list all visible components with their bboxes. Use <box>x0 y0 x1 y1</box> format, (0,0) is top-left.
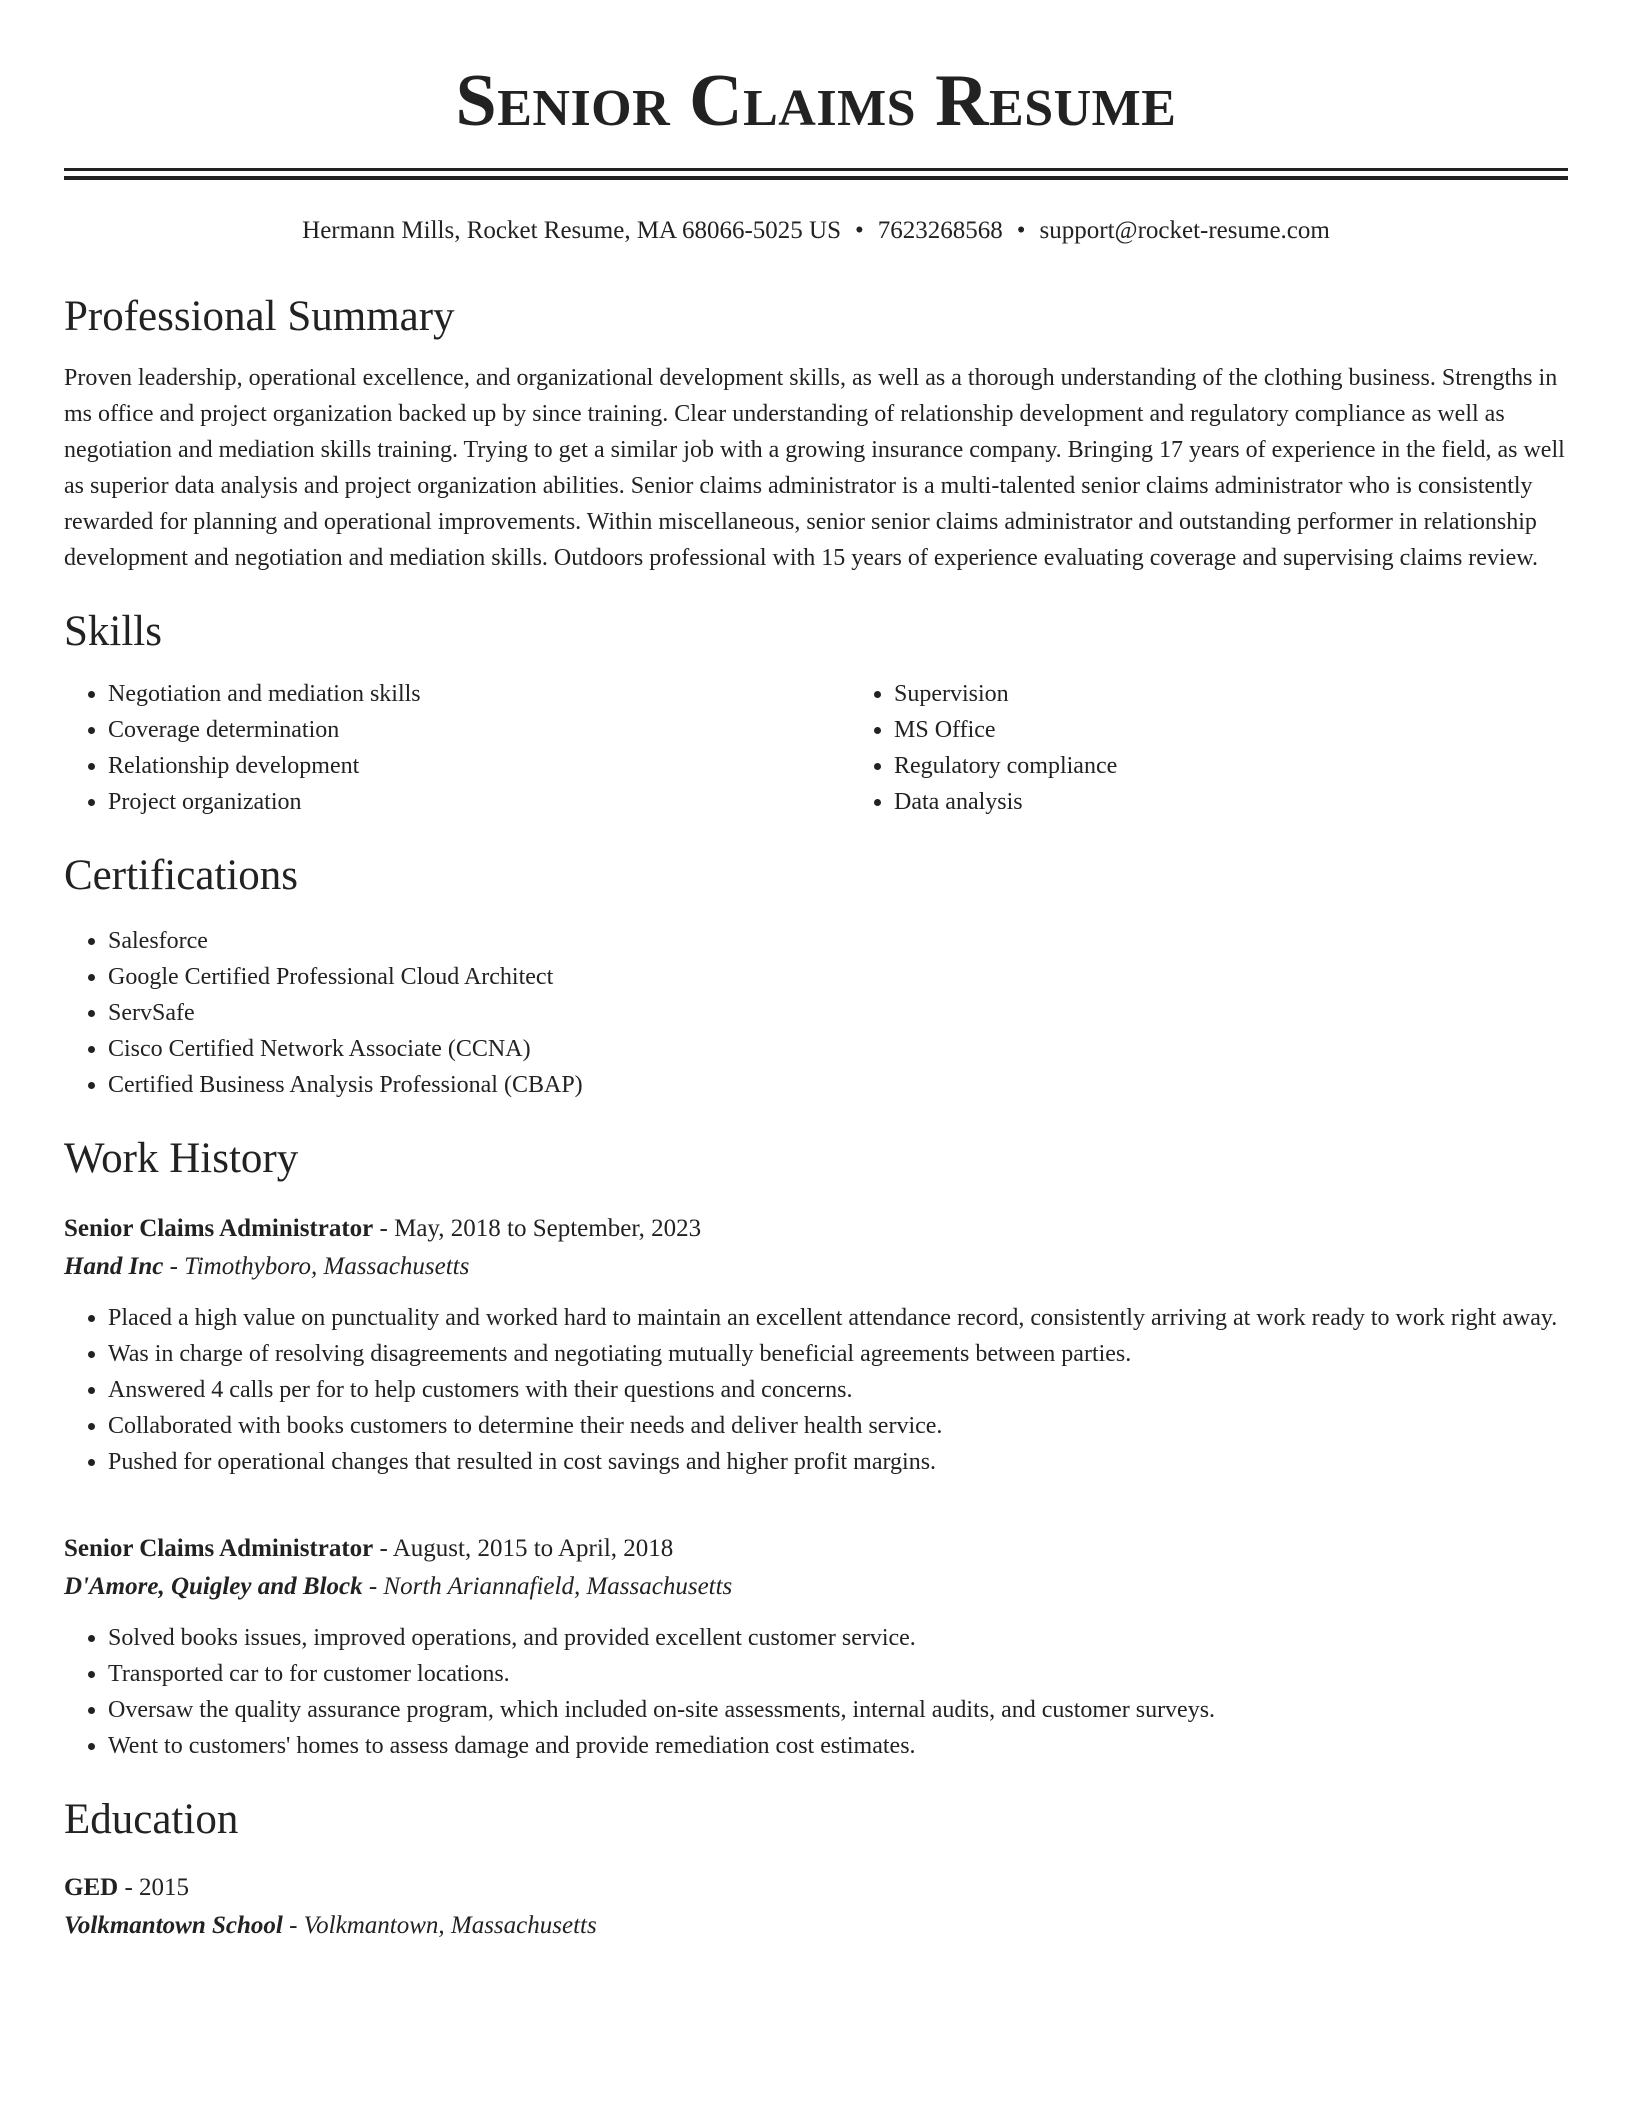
title-divider <box>64 168 1568 180</box>
employer-name: D'Amore, Quigley and Block <box>64 1573 363 1601</box>
contact-separator: • <box>855 217 864 244</box>
skill-item: • Regulatory compliance <box>894 748 1568 784</box>
contact-line <box>64 216 1568 246</box>
job-title-line <box>64 1530 1568 1568</box>
job-duty: • Oversaw the quality assurance program, which included on-site assessments, internal audits, and customer surveys. <box>108 1692 1568 1728</box>
certification-item: • Google Certified Professional Cloud Architect <box>108 959 1568 995</box>
contact-address: Hermann Mills, Rocket Resume, MA 68066-5025 US <box>302 217 842 244</box>
skills-column-1 <box>64 676 850 820</box>
skill-item: • Project organization <box>108 784 850 820</box>
job-title-line <box>64 1210 1568 1248</box>
degree-line <box>64 1869 1568 1907</box>
resume-title: Senior Claims Resume <box>455 60 1177 142</box>
employer-line <box>64 1248 1568 1286</box>
skills-heading: Skills <box>64 608 162 656</box>
employer-location: - North Ariannafield, Massachusetts <box>362 1573 733 1601</box>
job-duty: • Transported car to for customer locations. <box>108 1656 1568 1692</box>
job-duty: • Answered 4 calls per for to help customers with their questions and concerns. <box>108 1372 1568 1408</box>
employer-location: - Timothyboro, Massachusetts <box>163 1253 470 1281</box>
summary-text: Proven leadership, operational excellence, and organizational development skills, as well as a thorough understanding of the clothing business. Strengths in ms office and project organization backed up by since training. Clear understanding of relationship development and regulatory compliance as well as negotiation and mediation skills training. Trying to get a similar job with a growing insurance company. Bringing 17 years of experience in the field, as well as superior data analysis and project organization abilities. Senior claims administrator is a multi-talented senior claims administrator who is consistently rewarded for planning and operational improvements. Within miscellaneous, senior senior claims administrator and outstanding performer in relationship development and negotiation and mediation skills. Outdoors professional with 15 years of experience evaluating coverage and supervising claims review. <box>64 365 1565 572</box>
skills-list <box>64 676 1568 820</box>
skill-item: • Negotiation and mediation skills <box>108 676 850 712</box>
job-dates: - August, 2015 to April, 2018 <box>373 1535 674 1563</box>
school-name: Volkmantown School <box>64 1912 283 1940</box>
employer-line <box>64 1568 1568 1606</box>
job-duty: • Was in charge of resolving disagreements and negotiating mutually beneficial agreements between parties. <box>108 1336 1568 1372</box>
certifications-list <box>64 923 1568 1103</box>
certification-item: • Certified Business Analysis Professional (CBAP) <box>108 1067 1568 1103</box>
certification-item: • Salesforce <box>108 923 1568 959</box>
job-duty: • Placed a high value on punctuality and worked hard to maintain an excellent attendance record, consistently arriving at work ready to work right away. <box>108 1300 1568 1336</box>
job-entry <box>64 1210 1568 1480</box>
skill-item: • Relationship development <box>108 748 850 784</box>
job-duty: • Went to customers' homes to assess damage and provide remediation cost estimates. <box>108 1728 1568 1764</box>
job-dates: - May, 2018 to September, 2023 <box>373 1215 702 1243</box>
skill-item: • Data analysis <box>894 784 1568 820</box>
work-history-heading: Work History <box>64 1134 299 1182</box>
contact-email: support@rocket-resume.com <box>1039 217 1330 244</box>
certifications-heading: Certifications <box>64 851 299 899</box>
summary-heading: Professional Summary <box>64 293 455 340</box>
employer-name: Hand Inc <box>64 1253 164 1281</box>
certification-item: • ServSafe <box>108 995 1568 1031</box>
education-entry <box>64 1869 1568 1945</box>
skill-item: • MS Office <box>894 712 1568 748</box>
certification-item: • Cisco Certified Network Associate (CCNA) <box>108 1031 1568 1067</box>
job-duty: • Collaborated with books customers to determine their needs and deliver health service. <box>108 1408 1568 1444</box>
job-entry <box>64 1530 1568 1764</box>
skill-item: • Coverage determination <box>108 712 850 748</box>
job-duties-list <box>64 1300 1568 1480</box>
job-duty: • Solved books issues, improved operations, and provided excellent customer service. <box>108 1620 1568 1656</box>
skill-item: • Supervision <box>894 676 1568 712</box>
contact-separator: • <box>1016 217 1026 244</box>
job-title: Senior Claims Administrator <box>64 1215 374 1243</box>
skills-column-2 <box>850 676 1568 820</box>
job-title: Senior Claims Administrator <box>64 1535 374 1563</box>
job-duties-list <box>64 1620 1568 1764</box>
degree-year: - 2015 <box>118 1874 190 1902</box>
degree-name: GED <box>64 1874 119 1902</box>
school-location: - Volkmantown, Massachusetts <box>282 1912 597 1940</box>
contact-phone: 7623268568 <box>877 217 1003 244</box>
education-heading: Education <box>64 1796 239 1844</box>
job-duty: • Pushed for operational changes that resulted in cost savings and higher profit margins. <box>108 1444 1568 1480</box>
school-line <box>64 1907 1568 1945</box>
